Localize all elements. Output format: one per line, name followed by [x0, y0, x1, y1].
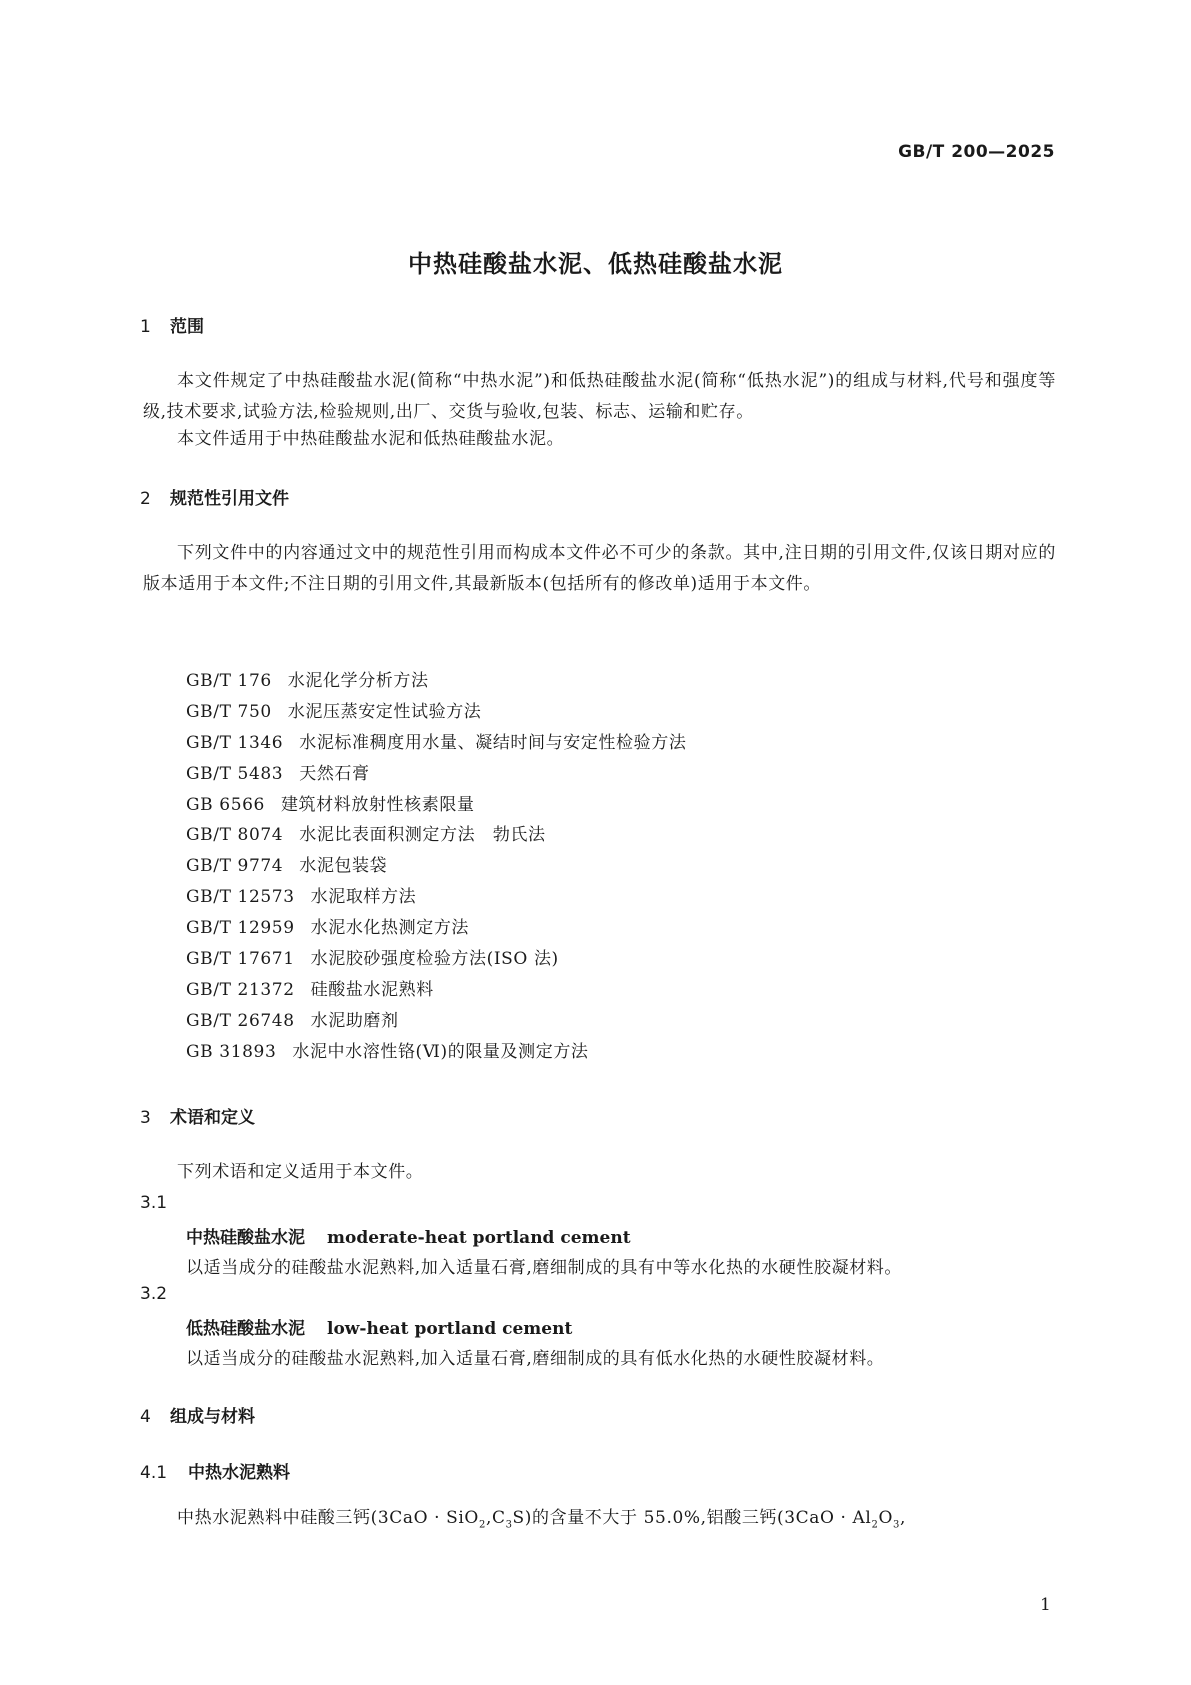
term-number: 3.2: [140, 1284, 168, 1304]
section-title: 术语和定义: [170, 1108, 255, 1128]
term-definition: 以适当成分的硅酸盐水泥熟料,加入适量石膏,磨细制成的具有中等水化热的水硬性胶凝材料。: [186, 1258, 903, 1278]
section-number: 2: [140, 489, 151, 509]
subsection-number: 4.1: [140, 1463, 168, 1483]
term-english: moderate-heat portland cement: [327, 1228, 631, 1248]
subscript: 2: [478, 1519, 486, 1531]
subscript: 3: [893, 1519, 900, 1531]
reference-item: [186, 697, 686, 728]
clinker-text: 中热水泥熟料中硅酸三钙(3CaO · SiO: [177, 1508, 479, 1528]
reference-code: GB/T 750: [186, 701, 272, 722]
subsection-4-1-heading: [140, 1458, 290, 1483]
reference-item: [186, 1006, 686, 1037]
section-3-heading: [140, 1103, 255, 1128]
reference-item: [186, 882, 686, 913]
reference-list: [186, 666, 686, 1068]
terms-intro: 下列术语和定义适用于本文件。: [177, 1162, 424, 1182]
reference-code: GB/T 8074: [186, 825, 284, 846]
reference-title: 建筑材料放射性核素限量: [280, 794, 475, 815]
reference-code: GB/T 26748: [186, 1010, 295, 1031]
reference-item: [186, 944, 686, 975]
section-title: 组成与材料: [170, 1407, 255, 1427]
subscript: 2: [871, 1519, 879, 1531]
clinker-paragraph: [143, 1503, 1056, 1541]
reference-title: 水泥取样方法: [310, 887, 417, 908]
reference-item: [186, 790, 686, 821]
scope-paragraph-2: 本文件适用于中热硅酸盐水泥和低热硅酸盐水泥。: [177, 429, 565, 449]
reference-title: 水泥比表面积测定方法 勃氏法: [299, 825, 546, 846]
reference-title: 水泥中水溶性铬(Ⅵ)的限量及测定方法: [292, 1041, 589, 1062]
term-number: 3.1: [140, 1193, 168, 1213]
term-heading: [186, 1223, 631, 1248]
reference-item: [186, 728, 686, 759]
reference-code: GB/T 176: [186, 671, 272, 691]
reference-item: [186, 975, 686, 1006]
scope-paragraph-1: 本文件规定了中热硅酸盐水泥(简称“中热水泥”)和低热硅酸盐水泥(简称“低热水泥”)的组成与材料,代号和强度等级,技术要求,试验方法,检验规则,出厂、交货与验收,包装、标志、运输和贮存。: [143, 371, 1056, 422]
term-chinese: 中热硅酸盐水泥: [186, 1228, 305, 1248]
reference-title: 水泥包装袋: [299, 856, 388, 877]
reference-item: [186, 851, 686, 882]
reference-code: GB/T 12959: [186, 918, 295, 939]
reference-code: GB/T 9774: [186, 856, 284, 877]
reference-title: 水泥压蒸安定性试验方法: [287, 701, 482, 722]
reference-code: GB/T 12573: [186, 887, 295, 908]
reference-title: 水泥水化热测定方法: [310, 918, 470, 939]
term-definition: 以适当成分的硅酸盐水泥熟料,加入适量石膏,磨细制成的具有低水化热的水硬性胶凝材料。: [186, 1349, 885, 1369]
section-number: 4: [140, 1407, 151, 1427]
reference-item: [186, 913, 686, 944]
document-code: GB/T 200—2025: [898, 142, 1055, 162]
reference-code: GB/T 21372: [186, 979, 295, 1000]
reference-code: GB 6566: [186, 794, 265, 815]
section-2-heading: [140, 484, 289, 509]
subscript: 3: [505, 1519, 513, 1531]
clinker-text: ,C: [485, 1508, 506, 1528]
reference-title: 水泥助磨剂: [310, 1010, 399, 1031]
section-number: 3: [140, 1108, 151, 1128]
subsection-title: 中热水泥熟料: [188, 1463, 290, 1483]
clinker-text: ,: [899, 1508, 906, 1528]
page-number: 1: [1040, 1595, 1051, 1615]
reference-title: 硅酸盐水泥熟料: [310, 979, 434, 1000]
term-heading: [186, 1314, 572, 1339]
reference-item: [186, 759, 686, 790]
document-title: 中热硅酸盐水泥、低热硅酸盐水泥: [408, 250, 783, 278]
section-1-heading: [140, 312, 204, 337]
section-title: 规范性引用文件: [170, 489, 289, 509]
reference-code: GB 31893: [186, 1041, 277, 1062]
reference-code: GB/T 5483: [186, 763, 284, 784]
reference-title: 水泥化学分析方法: [287, 671, 429, 691]
term-chinese: 低热硅酸盐水泥: [186, 1319, 305, 1339]
reference-item: [186, 666, 686, 697]
reference-item: [186, 1037, 686, 1068]
reference-title: 天然石膏: [299, 763, 370, 784]
reference-title: 水泥胶砂强度检验方法(ISO 法): [310, 949, 559, 970]
reference-title: 水泥标准稠度用水量、凝结时间与安定性检验方法: [299, 732, 687, 753]
clinker-text: O: [878, 1508, 893, 1528]
section-4-heading: [140, 1402, 255, 1427]
term-english: low-heat portland cement: [327, 1319, 573, 1339]
clinker-text: S)的含量不大于 55.0%,铝酸三钙(3CaO · Al: [512, 1508, 872, 1528]
normative-references-intro: 下列文件中的内容通过文中的规范性引用而构成本文件必不可少的条款。其中,注日期的引用文件,仅该日期对应的版本适用于本文件;不注日期的引用文件,其最新版本(包括所有的修改单)适用于本文件。: [143, 543, 1056, 594]
reference-item: [186, 820, 686, 851]
section-title: 范围: [170, 317, 204, 337]
reference-code: GB/T 1346: [186, 732, 284, 753]
section-number: 1: [140, 317, 151, 337]
reference-code: GB/T 17671: [186, 949, 295, 970]
